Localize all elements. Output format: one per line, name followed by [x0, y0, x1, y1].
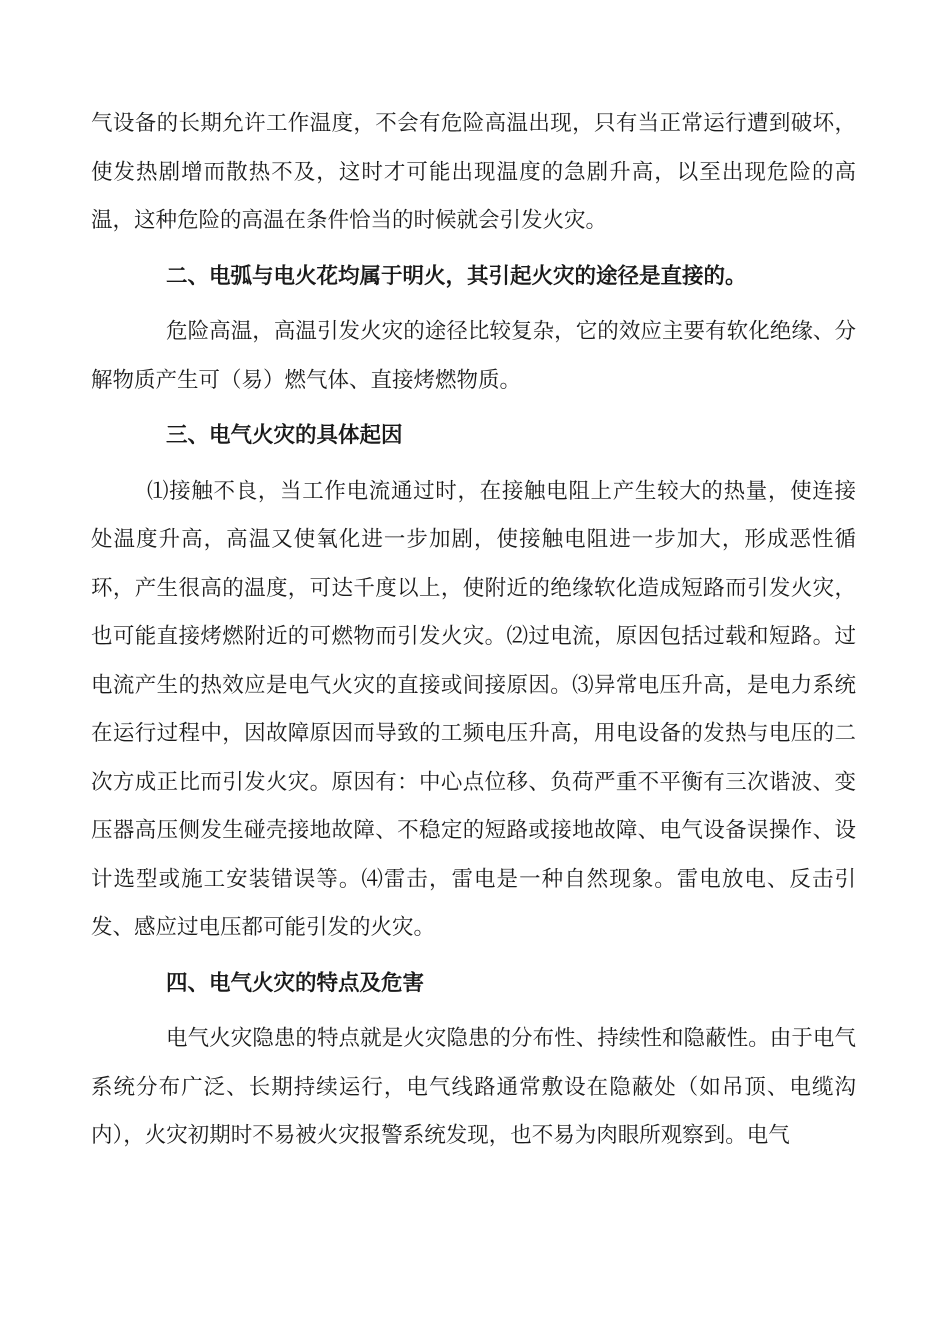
section-heading-4: 四、电气火灾的特点及危害: [166, 970, 425, 996]
paragraph-causes: ⑴接触不良，当工作电流通过时，在接触电阻上产生较大的热量，使连接处温度升高，高温又使氧化进一步加剧，使接触电阻进一步加大，形成恶性循环，产生很高的温度，可达千度以上，使附近的绝缘软化造成短路而引发火灾，也可能直接烤燃附近的可燃物而引发火灾。⑵过电流，原因包括过载和短路。过电流产生的热效应是电气火灾的直接或间接原因。⑶异常电压升高，是电力系统在运行过程中，因故障原因而导致的工频电压升高，用电设备的发热与电压的二次方成正比而引发火灾。原因有：中心点位移、负荷严重不平衡有三次谐波、变压器高压侧发生碰壳接地故障、不稳定的短路或接地故障、电气设备误操作、设计选型或施工安装错误等。⑷雷击，雷电是一种自然现象。雷电放电、反击引发、感应过电压都可能引发的火灾。: [91, 478, 856, 940]
section-heading-3: 三、电气火灾的具体起因: [166, 423, 403, 448]
document-page: [91, 100, 856, 1168]
section-heading-2: 二、电弧与电火花均属于明火，其引起火灾的途径是直接的。: [166, 263, 747, 289]
paragraph-high-temperature: 危险高温，高温引发火灾的途径比较复杂，它的效应主要有软化绝缘、分解物质产生可（易）燃气体、直接烤燃物质。: [91, 319, 856, 393]
paragraph-characteristics: 电气火灾隐患的特点就是火灾隐患的分布性、持续性和隐蔽性。由于电气系统分布广泛、长期持续运行，电气线路通常敷设在隐蔽处（如吊顶、电缆沟内），火灾初期时不易被火灾报警系统发现，也不易为肉眼所观察到。电气: [91, 1026, 856, 1148]
paragraph-continuation: 气设备的长期允许工作温度，不会有危险高温出现，只有当正常运行遭到破坏，使发热剧增而散热不及，这时才可能出现温度的急剧升高，以至出现危险的高温，这种危险的高温在条件恰当的时候就会引发火灾。: [91, 111, 856, 233]
